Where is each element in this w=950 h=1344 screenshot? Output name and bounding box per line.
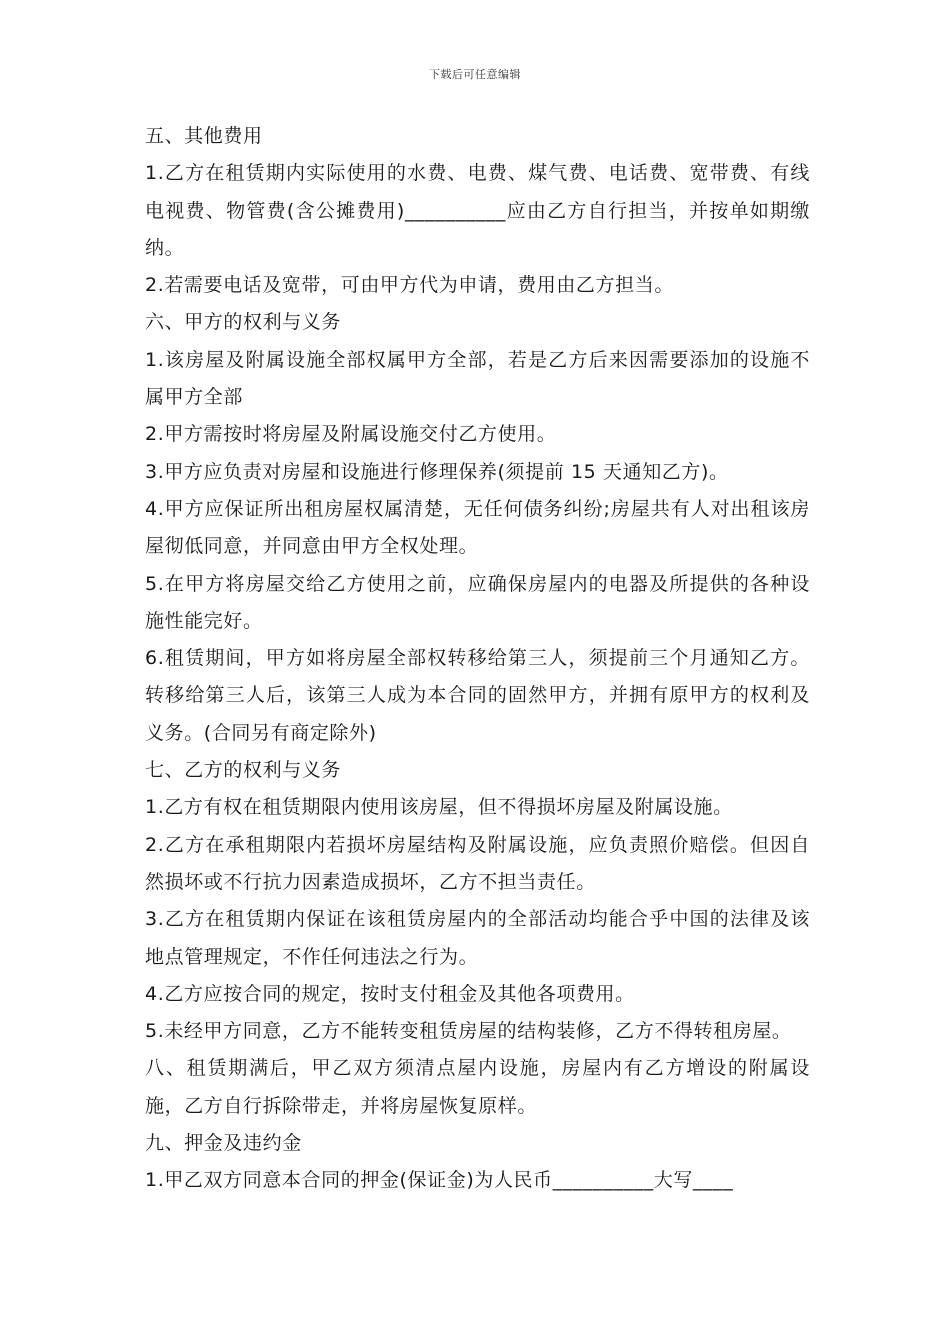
clause-6-6: 6.租赁期间，甲方如将房屋全部权转移给第三人，须提前三个月通知乙方。转移给第三人后，该第三人成为本合同的固然甲方，并拥有原甲方的权利及义务。(合同另有商定除外) — [145, 647, 810, 744]
clause-7-3: 3.乙方在租赁期内保证在该租赁房屋内的全部活动均能合乎中国的法律及该地点管理规定，不作任何违法之行为。 — [145, 908, 810, 968]
section-heading-other-fees: 五、其他费用 — [145, 125, 263, 147]
clause-6-5: 5.在甲方将房屋交给乙方使用之前，应确保房屋内的电器及所提供的各种设施性能完好。 — [145, 572, 810, 632]
clause-6-4: 4.甲方应保证所出租房屋权属清楚，无任何债务纠纷;房屋共有人对出租该房屋彻低同意，并同意由甲方全权处理。 — [145, 497, 810, 558]
section-heading-party-a-rights: 六、甲方的权利与义务 — [145, 311, 342, 334]
clause-7-2: 2.乙方在承租期限内若损坏房屋结构及附属设施，应负责照价赔偿。但因自然损坏或不行抗力因素造成损坏，乙方不担当责任。 — [145, 833, 810, 893]
clause-7-4: 4.乙方应按合同的规定，按时支付租金及其他各项费用。 — [145, 982, 635, 1005]
clause-7-5: 5.未经甲方同意，乙方不能转变租赁房屋的结构装修，乙方不得转租房屋。 — [145, 1020, 792, 1043]
clause-6-2: 2.甲方需按时将房屋及附属设施交付乙方使用。 — [145, 423, 557, 446]
page-header-note: 下载后可任意编辑 — [429, 68, 521, 81]
clause-6-1: 1.该房屋及附属设施全部权属甲方全部，若是乙方后来因需要添加的设施不属甲方全部 — [145, 348, 810, 409]
section-heading-deposit: 九、押金及违约金 — [145, 1132, 302, 1155]
clause-7-1: 1.乙方有权在租赁期限内使用该房屋，但不得损坏房屋及附属设施。 — [145, 796, 733, 819]
clause-5-2: 2.若需要电话及宽带，可由甲方代为申请，费用由乙方担当。 — [145, 274, 674, 297]
section-heading-party-b-rights: 七、乙方的权利与义务 — [145, 759, 342, 782]
clause-5-1: 1.乙方在租赁期内实际使用的水费、电费、煤气费、电话费、宽带费、有线电视费、物管费(含公摊费用)__________应由乙方自行担当，并按单如期缴纳。 — [145, 162, 810, 259]
clause-6-3: 3.甲方应负责对房屋和设施进行修理保养(须提前 15 天通知乙方)。 — [145, 460, 729, 483]
clause-9-1: 1.甲乙双方同意本合同的押金(保证金)为人民币__________大写____ — [145, 1169, 734, 1192]
document-body — [145, 118, 810, 1200]
section-8-lease-expiry: 八、租赁期满后，甲乙双方须清点屋内设施，房屋内有乙方增设的附属设施，乙方自行拆除带走，并将房屋恢复原样。 — [145, 1057, 810, 1117]
